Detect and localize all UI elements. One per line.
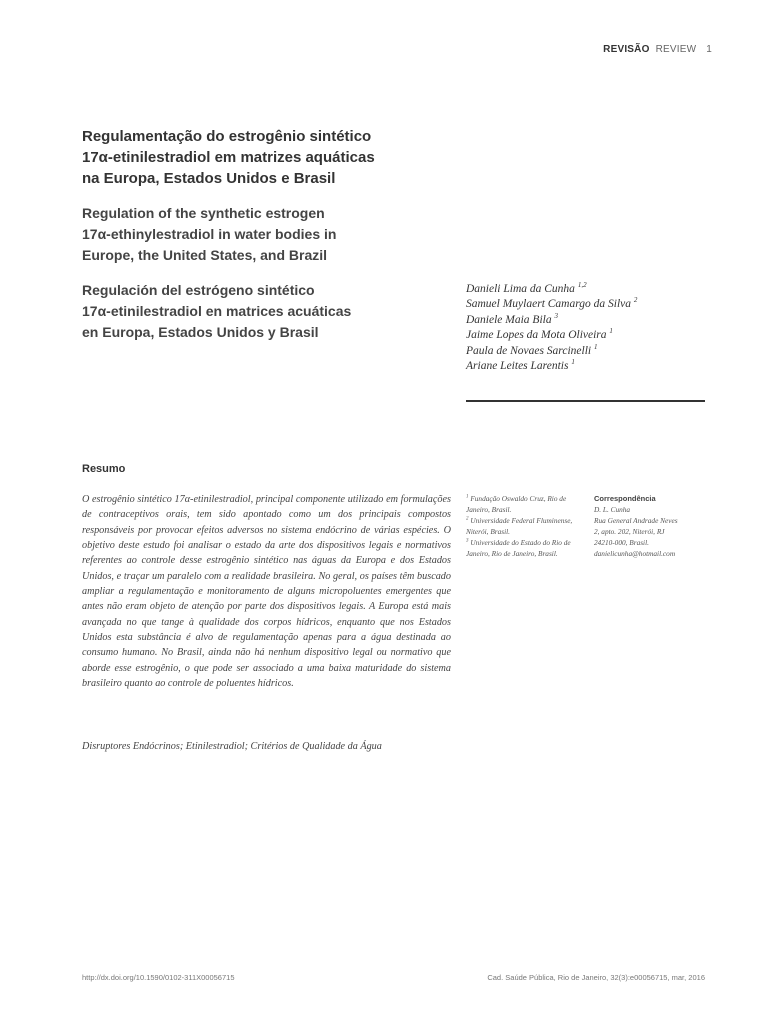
footer-citation: Cad. Saúde Pública, Rio de Janeiro, 32(3):e00056715, mar, 2016 (487, 973, 705, 982)
affiliation-text: Universidade Federal Fluminense, Niterói, Brasil. (466, 516, 573, 537)
author-name: Ariane Leites Larentis (466, 360, 569, 373)
title-portuguese: Regulamentação do estrogênio sintético 17α-etinilestradiol em matrizes aquáticas na Europa, Estados Unidos e Brasil (82, 128, 375, 187)
correspondence-postcode: 24210-000, Brasil. (594, 538, 649, 548)
title-block (82, 126, 422, 357)
affiliation-text: Universidade do Estado do Rio de Janeiro, Rio de Janeiro, Brasil. (466, 538, 571, 559)
author (466, 344, 637, 359)
author (466, 359, 637, 374)
author-affiliation-mark: 2 (633, 296, 638, 305)
author-name: Samuel Muylaert Camargo da Silva (466, 298, 632, 311)
author-affiliation-mark: 1 (593, 342, 598, 351)
section-label (603, 44, 712, 55)
section-label-pt: REVISÃO (603, 44, 650, 55)
affiliation (466, 537, 581, 559)
affiliation (466, 515, 581, 537)
author (466, 328, 637, 343)
title-spanish: Regulación del estrógeno sintético 17α-etinilestradiol en matrices acuáticas en Europa, Estados Unidos y Brasil (82, 282, 352, 340)
correspondence-block (594, 493, 719, 560)
affiliation-number: 3 (466, 538, 469, 544)
correspondence-street: Rua General Andrade Neves (594, 516, 678, 526)
author-affiliation-mark: 1 (571, 358, 575, 367)
section-label-en: REVIEW (655, 44, 697, 55)
author-affiliation-mark: 1,2 (577, 281, 587, 290)
title-english: Regulation of the synthetic estrogen 17α-ethinylestradiol in water bodies in Europe, the United States, and Brazil (82, 205, 337, 263)
author-name: Danieli Lima da Cunha (466, 283, 575, 295)
abstract-heading: Resumo (82, 463, 126, 475)
correspondence-name: D. L. Cunha (594, 505, 631, 515)
affiliation-text: Fundação Oswaldo Cruz, Rio de Janeiro, Brasil. (466, 494, 567, 515)
author-affiliation-mark: 1 (609, 327, 613, 336)
footer-doi: http://dx.doi.org/10.1590/0102-311X00056715 (82, 973, 235, 982)
abstract-text: O estrogênio sintético 17α-etinilestradiol, principal componente utilizado em formulações de contraceptivos orais, tem sido apontado como um dos principais compostos responsáveis por provocar efeitos adversos no sistema endócrino de várias espécies. O objetivo deste estudo foi analisar o estado da arte dos dispositivos legais e normativos referentes ao controle desse estrogênio sintético nas águas da Europa e dos Estados Unidos, e traçar um paralelo com a realidade brasileira. No geral, os países têm buscado ampliar a regulamentação e monitoramento de alguns micropoluentes emergentes que antes não eram objeto de atenção por parte dos dispositivos legais. A Europa está mais avançada no que tange à qualidade dos corpos hídricos, enquanto que nos Estados Unidos esta substância é alvo de regulamentação apenas para a água destinada ao consumo humano. No Brasil, ainda não há nenhum dispositivo legal ou normativo que aborde esse estrogênio, o que pode ser associado a uma baixa maturidade do sistema brasileiro quanto ao controle de poluentes hídricos. (82, 494, 451, 690)
affiliation-number: 2 (466, 516, 469, 522)
abstract-keywords: Disruptores Endócrinos; Etinilestradiol; Critérios de Qualidade da Água (82, 741, 382, 752)
author-name: Paula de Novaes Sarcinelli (466, 344, 592, 357)
affiliation-number: 1 (466, 494, 469, 500)
authors-divider (466, 400, 705, 402)
author (466, 297, 637, 312)
correspondence-email: danielicunha@hotmail.com (594, 549, 676, 559)
affiliation (466, 493, 581, 515)
author-affiliation-mark: 3 (554, 311, 558, 320)
page-number: 1 (706, 44, 712, 55)
author-name: Jaime Lopes da Mota Oliveira (466, 329, 607, 342)
correspondence-city: 2, apto. 202, Niterói, RJ (594, 527, 665, 537)
author-name: Daniele Maia Bila (466, 313, 552, 326)
author-list (466, 282, 637, 374)
affiliation-list (466, 493, 581, 560)
author (466, 313, 637, 328)
correspondence-heading: Correspondência (594, 494, 656, 503)
author (466, 282, 637, 297)
